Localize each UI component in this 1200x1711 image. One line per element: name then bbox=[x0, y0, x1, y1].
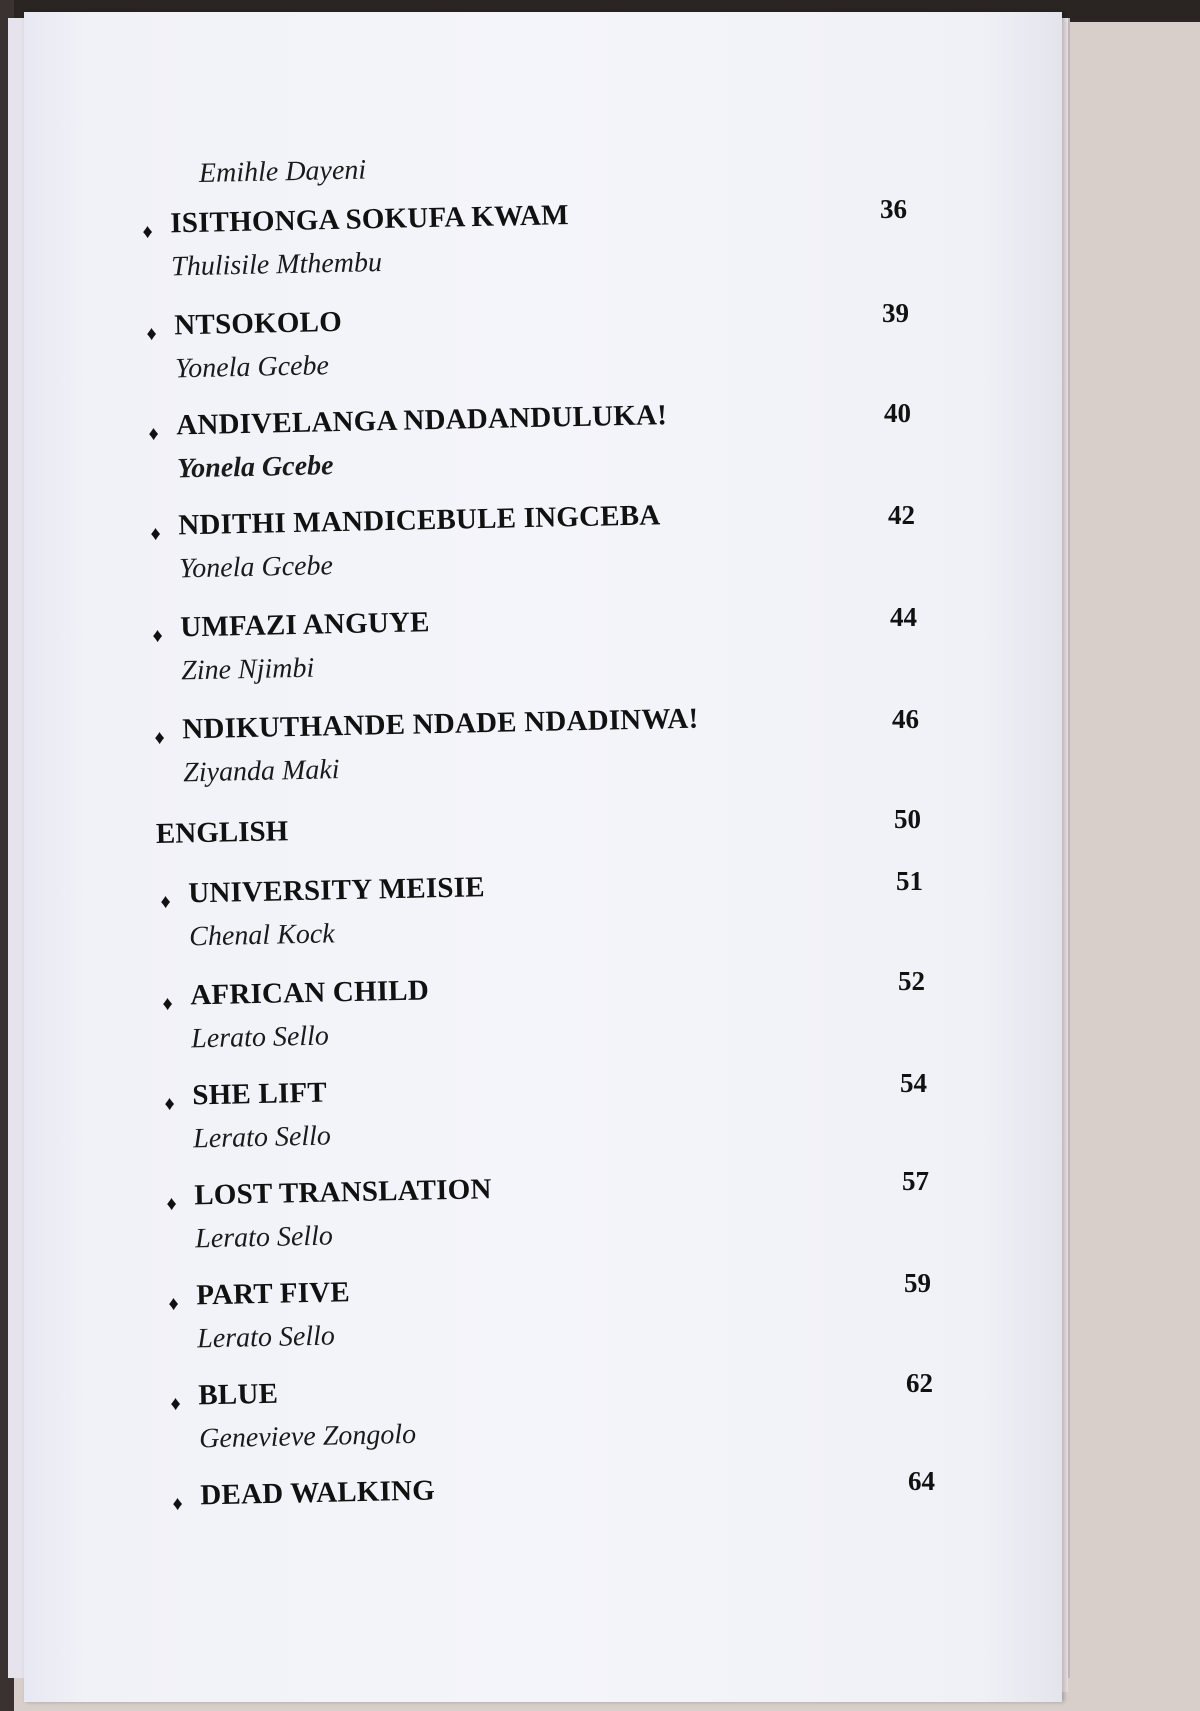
entry-author: Lerato Sello bbox=[190, 1020, 330, 1055]
entry-page-number: 54 bbox=[900, 1068, 927, 1098]
diamond-bullet-icon: ♦ bbox=[168, 1292, 179, 1315]
diamond-bullet-icon: ♦ bbox=[172, 1492, 183, 1515]
entry-page-number: 42 bbox=[888, 500, 915, 530]
entry-author: Genevieve Zongolo bbox=[198, 1418, 417, 1455]
entry-author: Zine Njimbi bbox=[180, 652, 315, 687]
diamond-bullet-icon: ♦ bbox=[166, 1192, 177, 1215]
entry-title: NDIKUTHANDE NDADE NDADINWA! bbox=[181, 702, 699, 746]
entry-page-number: 40 bbox=[884, 398, 911, 428]
entry-title: LOST TRANSLATION bbox=[193, 1173, 492, 1212]
entry-author: Yonela Gcebe bbox=[176, 450, 334, 485]
entry-title: UMFAZI ANGUYE bbox=[179, 606, 430, 644]
entry-page-number: 44 bbox=[890, 602, 917, 632]
diamond-bullet-icon: ♦ bbox=[170, 1392, 181, 1415]
entry-page-number: 51 bbox=[896, 866, 923, 896]
entry-page-number: 52 bbox=[898, 966, 925, 996]
entry-author-top: Emihle Dayeni bbox=[198, 154, 367, 189]
section-heading-english: ENGLISH bbox=[155, 815, 289, 850]
entry-title: UNIVERSITY MEISIE bbox=[187, 871, 486, 910]
entry-page-number: 39 bbox=[882, 298, 909, 328]
section-page-number: 50 bbox=[894, 804, 921, 834]
diamond-bullet-icon: ♦ bbox=[152, 624, 163, 647]
entry-author: Yonela Gcebe bbox=[178, 550, 334, 585]
diamond-bullet-icon: ♦ bbox=[154, 726, 165, 749]
entry-author: Chenal Kock bbox=[188, 918, 335, 953]
entry-title: AFRICAN CHILD bbox=[189, 974, 430, 1012]
diamond-bullet-icon: ♦ bbox=[160, 890, 171, 913]
entry-title: PART FIVE bbox=[195, 1276, 351, 1312]
entry-title: ISITHONGA SOKUFA KWAM bbox=[169, 199, 570, 240]
entry-title: SHE LIFT bbox=[191, 1076, 328, 1112]
entry-title: BLUE bbox=[197, 1377, 279, 1412]
entry-author: Ziyanda Maki bbox=[182, 754, 340, 789]
diamond-bullet-icon: ♦ bbox=[162, 992, 173, 1015]
entry-page-number: 57 bbox=[902, 1166, 929, 1196]
diamond-bullet-icon: ♦ bbox=[148, 422, 159, 445]
entry-author: Thulisile Mthembu bbox=[170, 246, 383, 283]
diamond-bullet-icon: ♦ bbox=[150, 522, 161, 545]
entry-page-number: 46 bbox=[892, 704, 919, 734]
diamond-bullet-icon: ♦ bbox=[146, 322, 157, 345]
entry-page-number: 59 bbox=[904, 1268, 931, 1298]
entry-author: Lerato Sello bbox=[196, 1320, 336, 1355]
entry-author: Lerato Sello bbox=[192, 1120, 332, 1155]
entry-title: NDITHI MANDICEBULE INGCEBA bbox=[177, 499, 661, 542]
entry-author: Lerato Sello bbox=[194, 1220, 334, 1255]
entry-title: ANDIVELANGA NDADANDULUKA! bbox=[175, 399, 668, 442]
entry-title: DEAD WALKING bbox=[199, 1474, 436, 1512]
diamond-bullet-icon: ♦ bbox=[164, 1092, 175, 1115]
entry-page-number: 64 bbox=[908, 1466, 935, 1496]
entry-page-number: 62 bbox=[906, 1368, 933, 1398]
entry-title: NTSOKOLO bbox=[173, 305, 343, 342]
diamond-bullet-icon: ♦ bbox=[142, 220, 153, 243]
entry-author: Yonela Gcebe bbox=[174, 350, 330, 385]
entry-page-number: 36 bbox=[880, 194, 907, 224]
contents-page bbox=[24, 12, 1062, 1702]
